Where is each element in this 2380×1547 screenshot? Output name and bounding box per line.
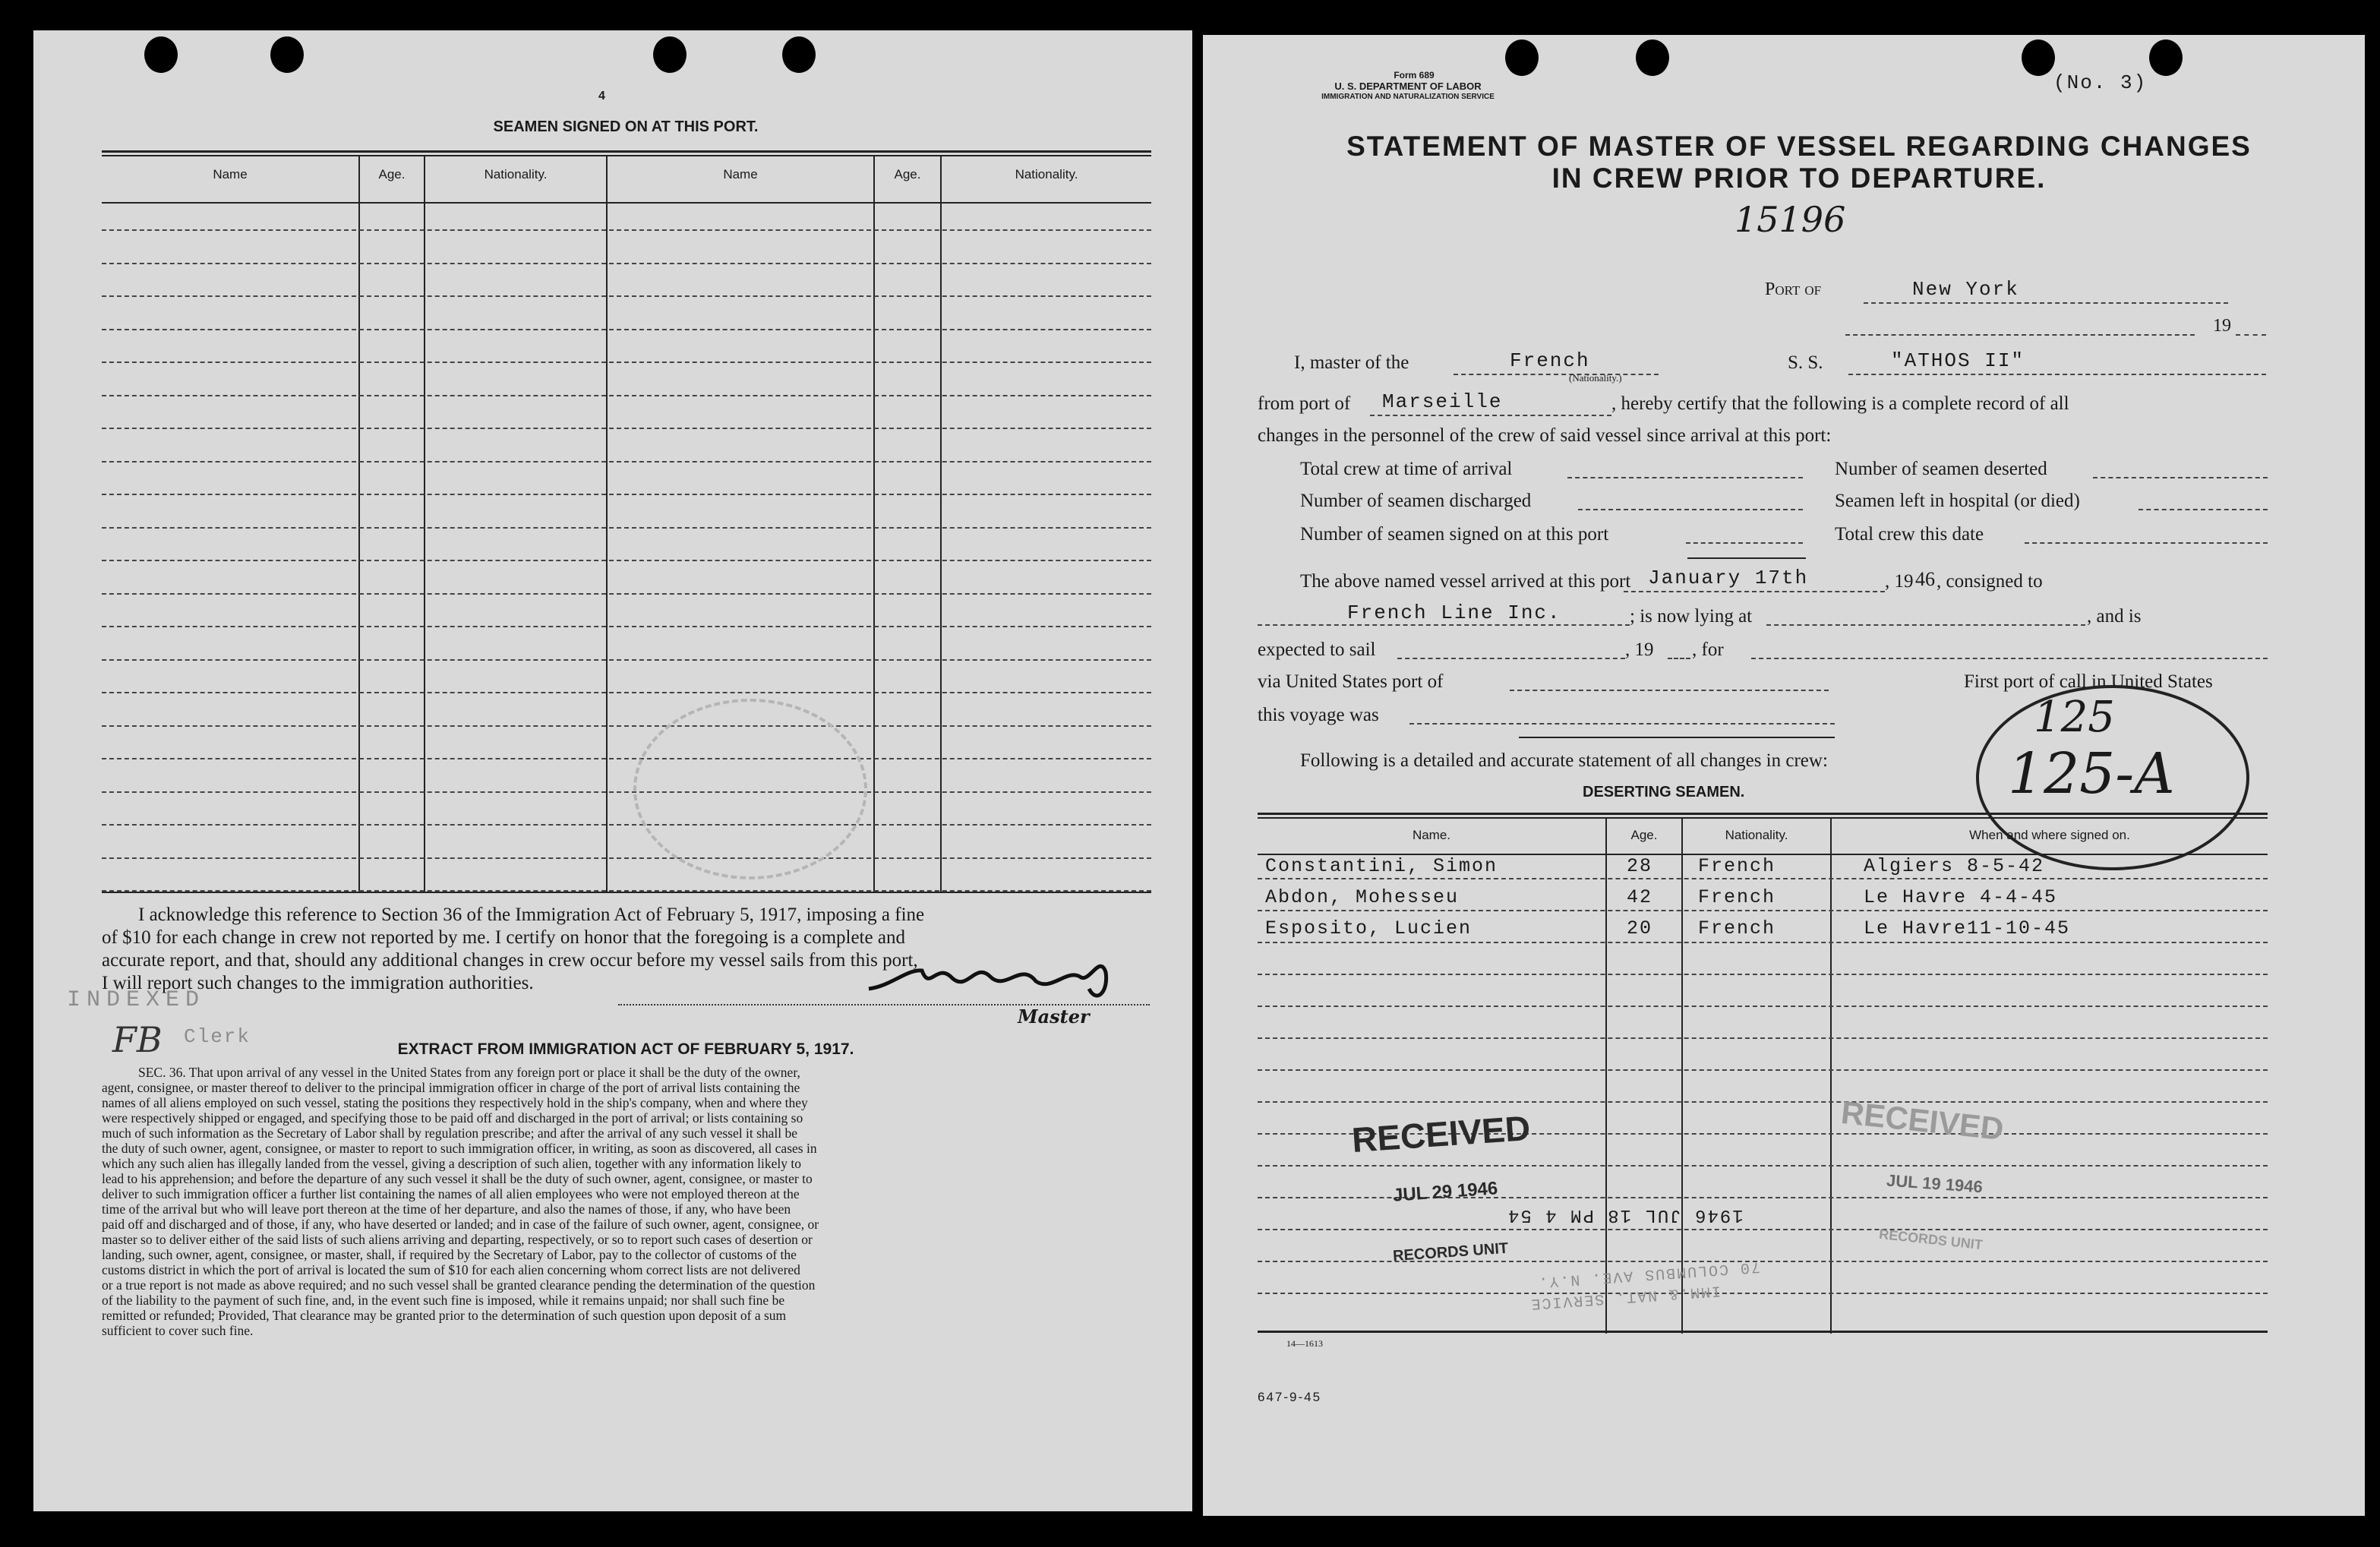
received-date: JUL 29 1946 (1392, 1178, 1499, 1206)
port-of-label: Port of (1765, 279, 1822, 299)
table-row (1258, 910, 2268, 911)
extract-line: time of the arrival but who will leave port thereon at the time of her departure, and also the names of those, if any, who have been (102, 1201, 791, 1217)
extract-line: landing, such owner, agent, consignee, or master, shall, if required by the Secretary of Labor, pay to the collector of customs of the (102, 1247, 797, 1262)
deserting-name-cell: Esposito, Lucien (1265, 917, 1473, 939)
col-header-signed-on: When and where signed on. (1969, 828, 2130, 842)
extract-line: or a true report is not made as above required; and no such vessel shall be granted clearance pending the determination of the question (102, 1277, 816, 1293)
table-row (102, 229, 1151, 231)
col-header-nationality: Nationality. (484, 167, 548, 182)
deserting-age-cell: 20 (1627, 917, 1653, 939)
deserting-nationality-cell: French (1698, 886, 1776, 908)
punch-hole (2149, 39, 2183, 76)
col-header-name: Name (723, 167, 758, 182)
deserting-age-cell: 42 (1627, 886, 1653, 908)
table-row (102, 461, 1151, 463)
table-row (1258, 1229, 2268, 1230)
table-row (102, 725, 1151, 727)
table-row (102, 692, 1151, 693)
received-stamp: RECEIVED (1350, 1107, 1532, 1160)
table-row (102, 857, 1151, 859)
table-row (102, 395, 1151, 396)
table-row (1258, 1165, 2268, 1167)
extract-line: much of such information as the Secretary of Labor shall by regulation prescribe; and after the arrival of any such vessel it shall be (102, 1126, 798, 1141)
extract-line: customs district in which the port of arrival is located the sum of $10 for each alien concerning whom correct lists are not delivered (102, 1262, 800, 1277)
punch-hole (144, 36, 178, 73)
col-header-name: Name. (1412, 828, 1451, 842)
table-row (1258, 1069, 2268, 1071)
punch-hole (2022, 39, 2055, 76)
master-label: Master (1018, 1006, 1090, 1028)
col-header-age: Age. (1630, 828, 1658, 842)
deserting-title: DESERTING SEAMEN. (1583, 784, 1745, 800)
extract-text (102, 1065, 1165, 1338)
punch-hole (653, 36, 687, 73)
table-row (1258, 942, 2268, 943)
table-row (102, 626, 1151, 627)
clerk-initials: FB (112, 1019, 163, 1060)
extract-line: were respectively shipped or engaged, and specifying those to be paid off and discharged in the port of arrival; or lists containing so (102, 1110, 803, 1126)
received-stamp: RECEIVED (1839, 1094, 2006, 1148)
ship-name: "ATHOS II" (1891, 349, 2025, 372)
extract-line: remitted or refunded; Provided, That clearance may be granted prior to the determination of such question upon deposit of a sum (102, 1308, 787, 1323)
date-year-prefix: 19 (2213, 316, 2231, 336)
records-unit-stamp: RECORDS UNIT (1392, 1239, 1509, 1265)
col-header-nationality: Nationality. (1725, 828, 1788, 842)
extract-line: the duty of such owner, agent, consignee, or master to report to such immigration officer, in writing, as soon as discovered, all cases in (102, 1141, 817, 1156)
deserting-signed-on-cell: Le Havre11-10-45 (1864, 917, 2071, 939)
indexed-stamp: INDEXED (67, 987, 206, 1013)
extract-line: master so to deliver either of the said lists of such aliens arriving and departing, respectively, or so to report such cases of desertion or (102, 1232, 813, 1247)
department: U. S. DEPARTMENT OF LABOR (1334, 81, 1482, 92)
deserting-signed-on-cell: Le Havre 4-4-45 (1864, 886, 2058, 908)
address-stamp: 70 COLUMBUS AVE. N.Y. (1536, 1257, 1761, 1291)
table-row (102, 791, 1151, 793)
from-port-value: Marseille (1382, 390, 1503, 413)
form-number: Form 689 (1394, 70, 1435, 81)
arrival-year: 46 (1915, 568, 1935, 590)
left-page (33, 30, 1192, 1511)
extract-line: agent, consignee, or master thereof to deliver to the principal immigration officer in charge of the port of arrival lists containing the (102, 1080, 800, 1095)
circle-number-top: 125 (2034, 693, 2115, 742)
table-row (102, 428, 1151, 429)
col-header-name: Name (213, 167, 248, 182)
table-row (102, 329, 1151, 330)
nationality-value: French (1510, 349, 1590, 372)
handwritten-number: 15196 (1734, 199, 1846, 240)
arrival-date: January 17th (1648, 567, 1809, 589)
punch-hole (782, 36, 816, 73)
extract-line: which any such alien has illegally landed from the vessel, giving a description of such alien, together with any information likely to (102, 1156, 801, 1171)
right-page: Form 689 U. S. DEPARTMENT OF LABOR IMMIGRATION AND NATURALIZATION SERVICE (No. 3) STATEMENT OF MASTER OF VESSEL REGARDING CHANGES IN CREW PRIOR TO DEPARTURE. 15196 Port of New York 19 I, master of the French (Nationality.) S. S. "ATHOS II" from port of Marseille , hereby certify that the following is a complete record of all changes in the personnel of the crew of said vessel since arrival at this port: Total crew at time of arrival Number of seamen deserted Number of seamen discharged Seamen left in hospital (or died) Number of seamen signed on at this port Total crew this date The above named vessel arrived at this port January 17th , 19 46 , consigned to French Line Inc. ; is now lying at , and is expected to sail , 19 , for via United States port of First port of call in United States this voyage was 125 125-A Following is a detailed and accurate statement of all changes in crew: DESERTING SEAMEN. Name. Age. Nationality. When and where signed on. Constantini, Simon 28 French Algiers 8-5-42 Abdon, Mohesseu 42 French Le Havre 4-4-45 Esposito, Lucien 20 French Le Havre11-10-45 RECEIVED JUL 29 1946 RECORDS UNIT RECEIVED JUL 19 1946 RECORDS UNIT 1946 JUL 18 PM 4 54 70 COLUMBUS AVE. N.Y. IMM.& NAT. SERVICE 14—1613 647-9-45 (1203, 35, 2365, 1516)
postmark-stamp (633, 699, 867, 879)
extract-line: sufficient to cover such fine. (102, 1323, 254, 1338)
extract-line: names of all aliens employed on such vessel, stating the positions they respectively hold in the ship's company, when and where they (102, 1095, 808, 1110)
extract-line: deliver to such immigration officer a further list containing the names of all alien employees who were not employed thereon at the (102, 1186, 800, 1201)
punch-hole (1636, 39, 1669, 76)
port-of-value: New York (1912, 278, 2019, 301)
deserting-nationality-cell: French (1698, 917, 1776, 939)
records-unit-stamp: RECORDS UNIT (1878, 1226, 1984, 1253)
list-number: (No. 3) (2053, 71, 2148, 94)
table-row (102, 494, 1151, 495)
clerk-stamp: Clerk (184, 1025, 251, 1048)
deserting-signed-on-cell: Algiers 8-5-42 (1864, 855, 2045, 877)
col-header-nationality: Nationality. (1015, 167, 1078, 182)
deserting-nationality-cell: French (1698, 855, 1776, 877)
form-code: 14—1613 (1286, 1338, 1323, 1349)
extract-line: paid off and discharged and of those, if any, who have deserted or landed; and in case of the failure of such owner, agent, consignee, or (102, 1217, 819, 1232)
table-row (102, 890, 1151, 892)
form-title: STATEMENT OF MASTER OF VESSEL REGARDING CHANGES (1346, 131, 2252, 162)
received-date: JUL 19 1946 (1886, 1170, 1984, 1197)
table-row (1258, 1037, 2268, 1039)
punch-hole (270, 36, 304, 73)
extract-title: EXTRACT FROM IMMIGRATION ACT OF FEBRUARY 5, 1917. (397, 1040, 854, 1058)
consignee: French Line Inc. (1347, 601, 1561, 624)
table-row (1258, 1006, 2268, 1007)
master-signature (838, 939, 1142, 1022)
form-title-line2: IN CREW PRIOR TO DEPARTURE. (1551, 163, 2047, 194)
circle-number-bottom: 125-A (2008, 741, 2175, 807)
extract-line: SEC. 36. That upon arrival of any vessel in the United States from any foreign port or place it shall be the duty of the owner, (138, 1065, 800, 1080)
page-number: 4 (598, 90, 605, 103)
table-row (102, 527, 1151, 529)
table-row (1258, 974, 2268, 975)
deserting-age-cell: 28 (1627, 855, 1653, 877)
table-row (102, 295, 1151, 297)
deserting-name-cell: Constantini, Simon (1265, 855, 1498, 877)
col-header-age: Age. (378, 167, 406, 182)
service: IMMIGRATION AND NATURALIZATION SERVICE (1321, 93, 1495, 101)
page-title: SEAMEN SIGNED ON AT THIS PORT. (493, 118, 759, 135)
table-row (1258, 878, 2268, 879)
table-row (102, 361, 1151, 363)
table-row (102, 659, 1151, 661)
extract-line: lead to his apprehension; and before the departure of any such vessel it shall be the duty of such owner, agent, consignee, or master to (102, 1171, 813, 1186)
extract-line: of the liability to the payment of such fine, and, in the event such fine is imposed, while it remains unpaid; nor shall such fine be (102, 1293, 785, 1308)
acknowledgement-text: I acknowledge this reference to Section 36 of the Immigration Act of February 5, 1917, imposing a fine of $10 for each change in crew not reported by me. I certify on honor that the foregoing is a complete and accurate report, and that, should any additional changes in crew occur before my vessel sails from this port, I will report such changes to the immigration authorities. (102, 905, 925, 993)
table-row (102, 263, 1151, 264)
table-row (102, 560, 1151, 561)
print-code: 647-9-45 (1258, 1390, 1322, 1404)
table-row (102, 593, 1151, 595)
deserting-name-cell: Abdon, Mohesseu (1265, 886, 1460, 908)
table-row (102, 758, 1151, 759)
table-row (102, 824, 1151, 826)
col-header-age: Age. (894, 167, 921, 182)
service-stamp: IMM.& NAT. SERVICE (1529, 1281, 1722, 1312)
table-row (1258, 1101, 2268, 1103)
time-stamp: 1946 JUL 18 PM 4 54 (1507, 1204, 1744, 1225)
table-row (1258, 1293, 2268, 1294)
